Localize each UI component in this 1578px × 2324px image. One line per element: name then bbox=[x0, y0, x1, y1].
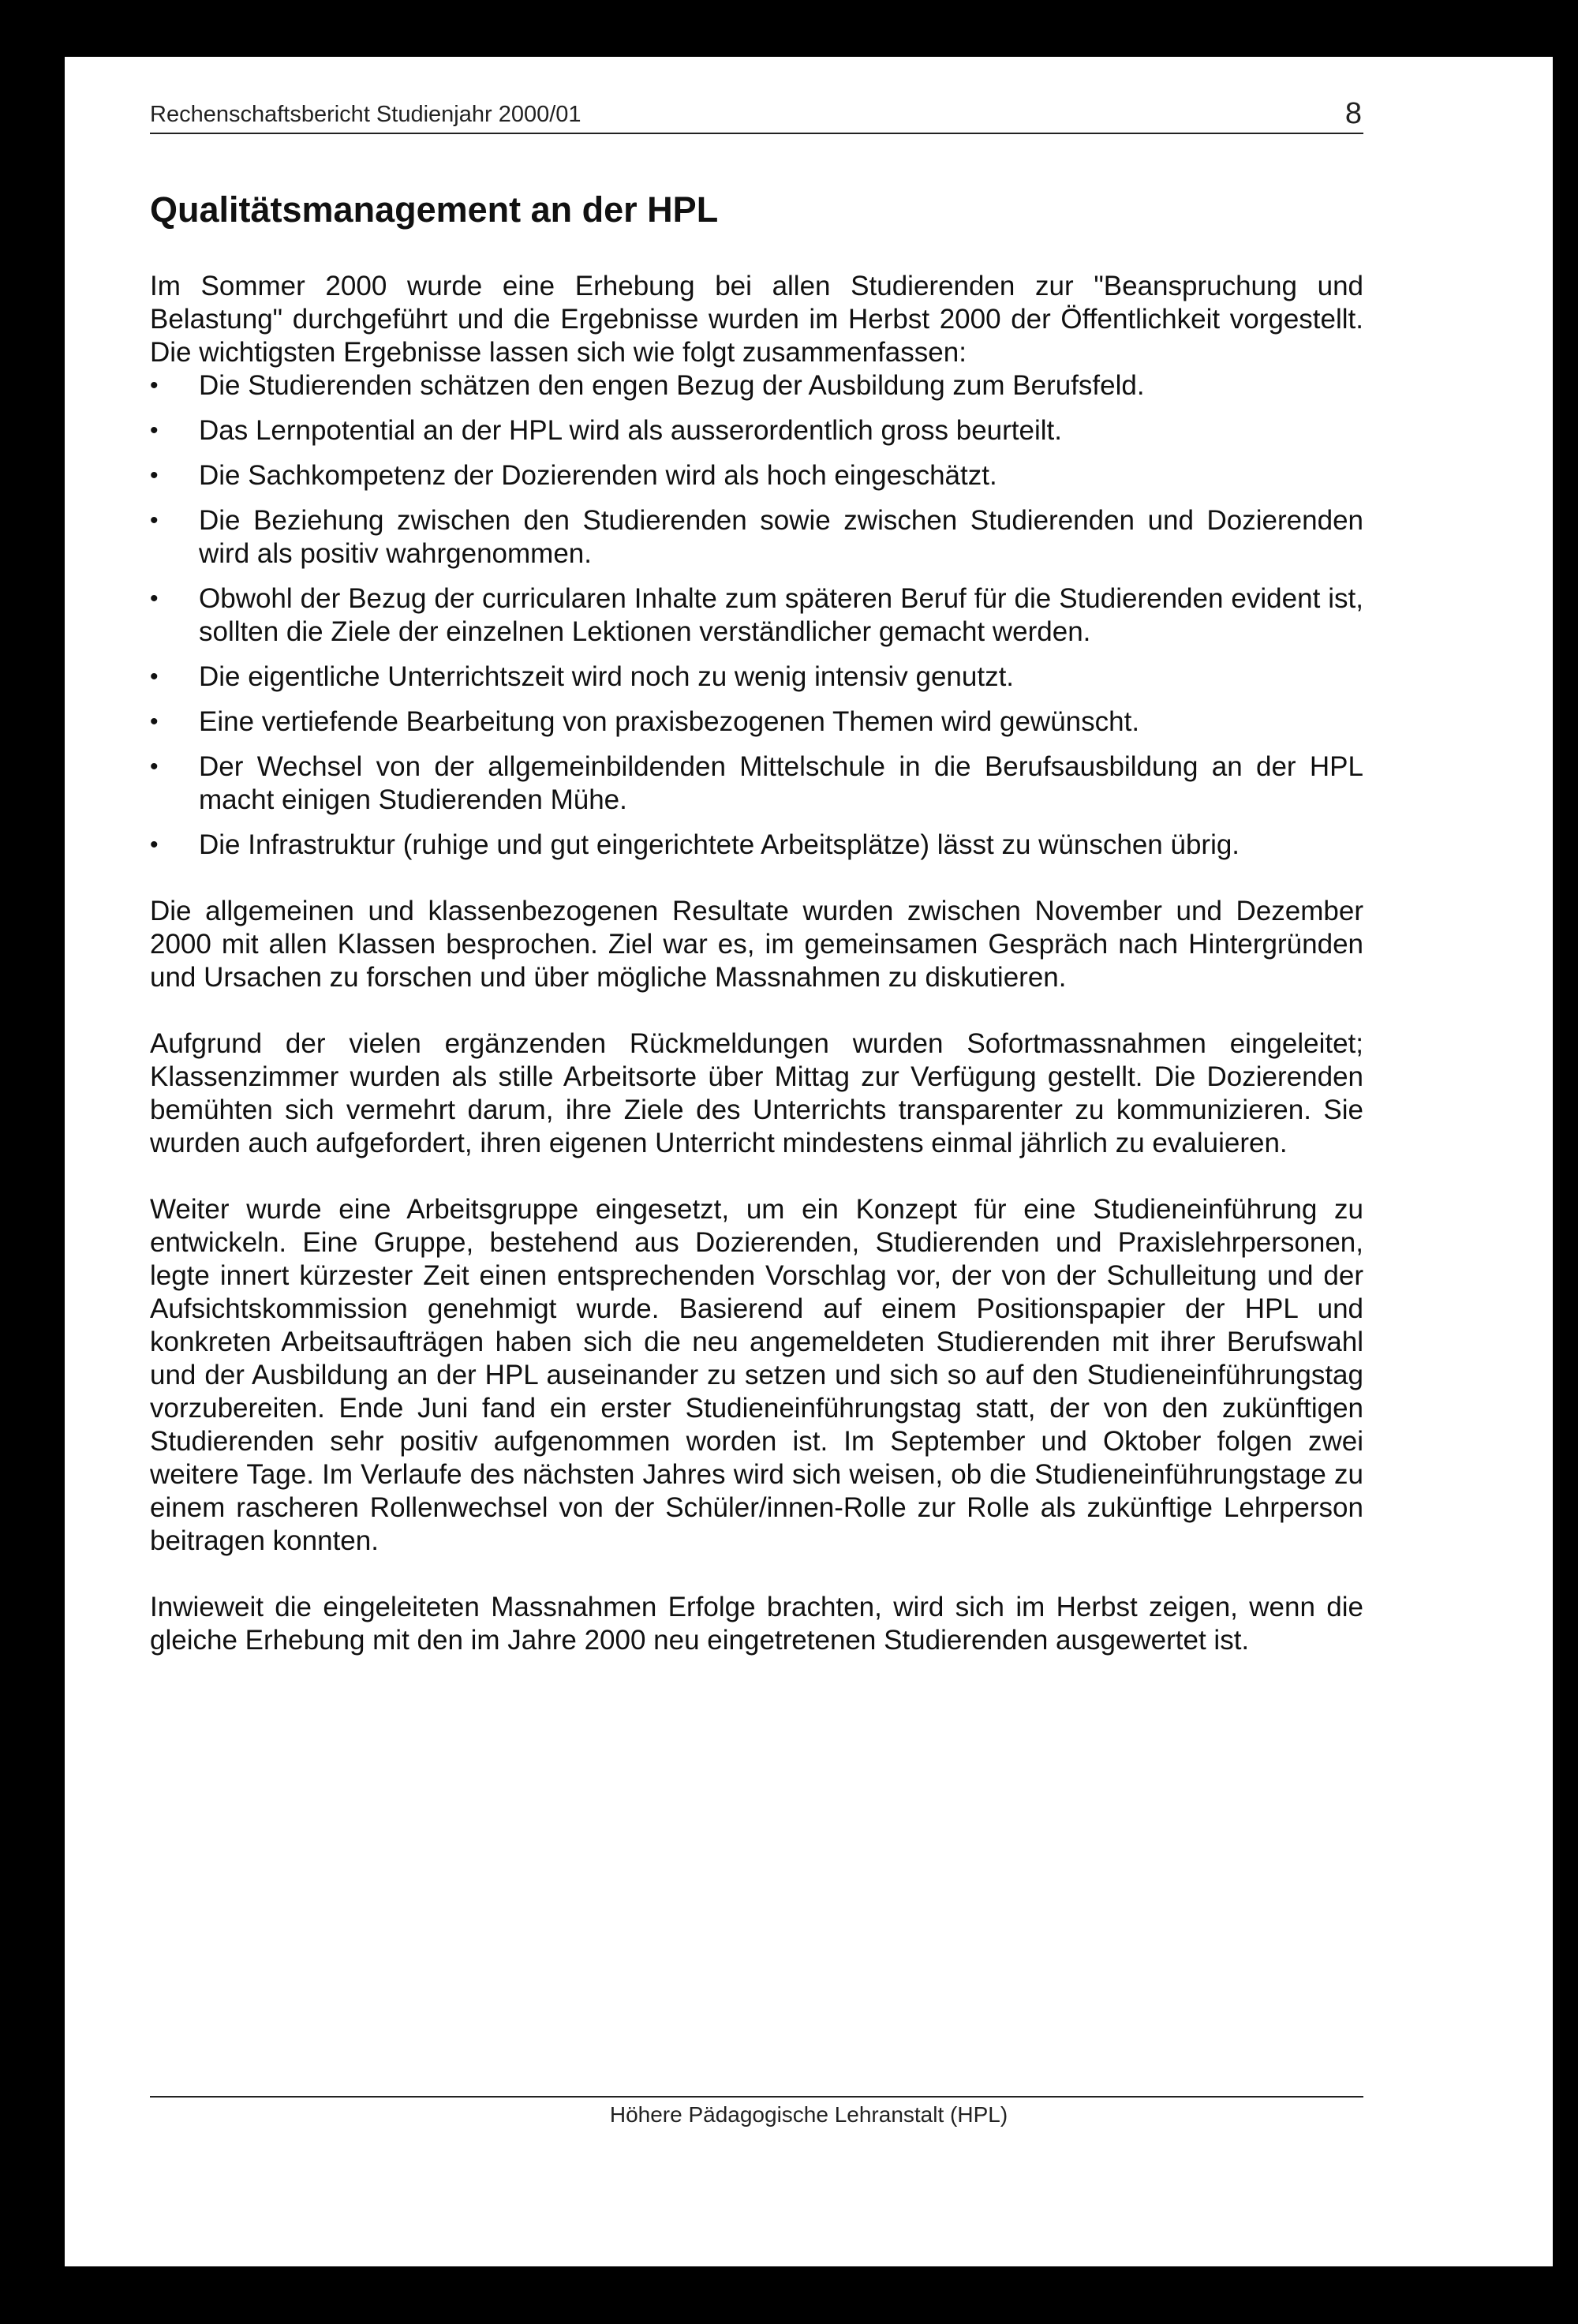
list-item bbox=[150, 504, 1363, 571]
list-item bbox=[150, 414, 1363, 447]
list-item-text: Obwohl der Bezug der curricularen Inhalte zum späteren Beruf für die Studierenden evident ist, sollten die Ziele der einzelnen Lektionen verständlicher gemacht werden. bbox=[199, 583, 1363, 647]
results-list bbox=[150, 369, 1363, 862]
list-item-text: Das Lernpotential an der HPL wird als ausserordentlich gross beurteilt. bbox=[199, 415, 1062, 446]
list-item bbox=[150, 459, 1363, 492]
page-number: 8 bbox=[1344, 97, 1362, 130]
list-item-text: Die eigentliche Unterrichtszeit wird noch zu wenig intensiv genutzt. bbox=[199, 661, 1015, 692]
paragraph-outlook: Inwieweit die eingeleiteten Massnahmen Erfolge brachten, wird sich im Herbst zeigen, wenn die gleiche Erhebung mit den im Jahre 2000 neu eingetretenen Studierenden ausgewertet ist. bbox=[150, 1592, 1363, 1656]
header-title: Rechenschaftsbericht Studienjahr 2000/01 bbox=[150, 102, 581, 127]
list-item bbox=[150, 661, 1363, 694]
bullet-icon: • bbox=[150, 586, 159, 612]
bullet-icon: • bbox=[150, 664, 159, 690]
bullet-icon: • bbox=[150, 372, 159, 399]
list-item-text: Die Beziehung zwischen den Studierenden sowie zwischen Studierenden und Dozierenden wird als positiv wahrgenommen. bbox=[199, 505, 1363, 569]
bullet-icon: • bbox=[150, 754, 159, 780]
page-header bbox=[150, 95, 1363, 134]
section-heading: Qualitätsmanagement an der HPL bbox=[150, 189, 719, 230]
paragraph-discussion: Die allgemeinen und klassenbezogenen Resultate wurden zwischen November und Dezember 2000 mit allen Klassen besprochen. Ziel war es, im gemeinsamen Gespräch nach Hintergründen und Ursachen zu forschen und über mögliche Massnahmen zu diskutieren. bbox=[150, 896, 1363, 993]
page-footer: Höhere Pädagogische Lehranstalt (HPL) bbox=[609, 2102, 1008, 2127]
list-item bbox=[150, 750, 1363, 817]
list-item bbox=[150, 705, 1363, 739]
bullet-icon: • bbox=[150, 832, 159, 858]
bullet-icon: • bbox=[150, 417, 159, 443]
paragraph-measures: Aufgrund der vielen ergänzenden Rückmeldungen wurden Sofortmassnahmen eingeleitet; Klassenzimmer wurden als stille Arbeitsorte über Mittag zur Verfügung gestellt. Die Dozierenden bemühten sich vermehrt darum, ihre Ziele des Unterrichts transparenter zu kommunizieren. Sie wurden auch aufgefordert, ihren eigenen Unterricht mindestens einmal jährlich zu evaluieren. bbox=[150, 1028, 1363, 1158]
bullet-icon: • bbox=[150, 507, 159, 533]
list-item bbox=[150, 582, 1363, 649]
document-page bbox=[65, 57, 1553, 2266]
paragraph-working-group: Weiter wurde eine Arbeitsgruppe eingesetzt, um ein Konzept für eine Studieneinführung zu entwickeln. Eine Gruppe, bestehend aus Dozierenden, Studierenden und Praxislehrpersonen, legte innert kürzester Zeit einen entsprechenden Vorschlag vor, der von der Schulleitung und der Aufsichtskommission genehmigt wurde. Basierend auf einem Positionspapier der HPL und konkreten Arbeitsaufträgen haben sich die neu angemeldeten Studierenden mit ihrer Berufswahl und der Ausbildung an der HPL auseinander zu setzen und sich so auf den Studieneinführungstag vorzubereiten. Ende Juni fand ein erster Studieneinführungstag statt, der von den zukünftigen Studierenden sehr positiv aufgenommen worden ist. Im September und Oktober folgen zwei weitere Tage. Im Verlaufe des nächsten Jahres wird sich weisen, ob die Studieneinführungstage zu einem rascheren Rollenwechsel von der Schüler/innen-Rolle zur Rolle als zukünftige Lehrperson beitragen konnten. bbox=[150, 1194, 1363, 1556]
body-content bbox=[150, 270, 1363, 1657]
footer-divider bbox=[150, 2096, 1363, 2098]
list-item-text: Die Studierenden schätzen den engen Bezug der Ausbildung zum Berufsfeld. bbox=[199, 370, 1145, 401]
bullet-icon: • bbox=[150, 709, 159, 735]
list-item-text: Der Wechsel von der allgemeinbildenden Mittelschule in die Berufsausbildung an der HPL macht einigen Studierenden Mühe. bbox=[199, 751, 1363, 815]
list-item-text: Die Infrastruktur (ruhige und gut eingerichtete Arbeitsplätze) lässt zu wünschen übrig. bbox=[199, 829, 1240, 860]
intro-paragraph: Im Sommer 2000 wurde eine Erhebung bei allen Studierenden zur "Beanspruchung und Belastung" durchgeführt und die Ergebnisse wurden im Herbst 2000 der Öffentlichkeit vorgestellt. Die wichtigsten Ergebnisse lassen sich wie folgt zusammenfassen: bbox=[150, 271, 1363, 368]
bullet-icon: • bbox=[150, 462, 159, 488]
list-item bbox=[150, 369, 1363, 402]
list-item-text: Eine vertiefende Bearbeitung von praxisbezogenen Themen wird gewünscht. bbox=[199, 706, 1140, 737]
list-item bbox=[150, 829, 1363, 862]
list-item-text: Die Sachkompetenz der Dozierenden wird als hoch eingeschätzt. bbox=[199, 460, 997, 491]
